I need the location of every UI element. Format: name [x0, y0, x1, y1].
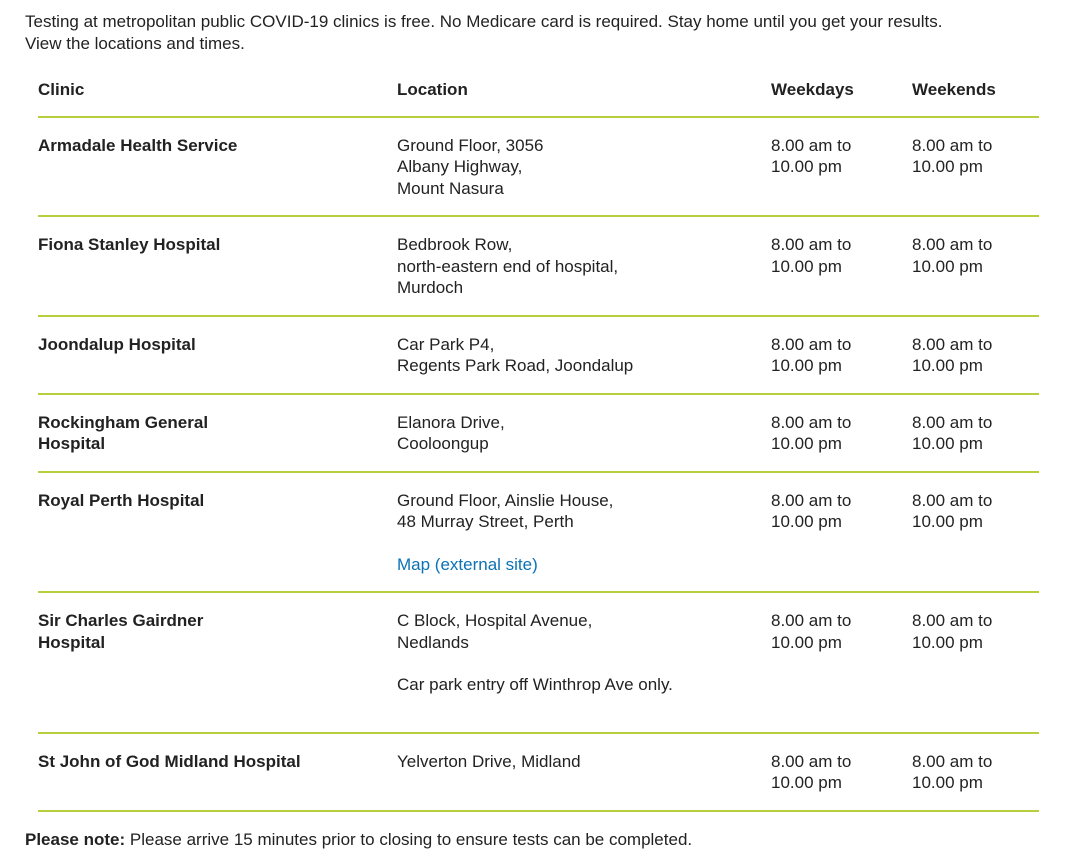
header-row — [38, 79, 1039, 117]
location-cell — [397, 592, 771, 733]
header-location: Location — [397, 79, 771, 117]
cell-line: Hospital — [38, 434, 106, 453]
cell-line: 8.00 am to — [912, 751, 993, 771]
cell-line: Yelverton Drive, Midland — [397, 751, 581, 771]
cell-line: St John of God Midland Hospital — [38, 751, 301, 771]
cell-line: 8.00 am to — [912, 490, 993, 510]
table-row — [38, 316, 1039, 394]
cell-line: 8.00 am to — [771, 412, 852, 432]
header-weekdays: Weekdays — [771, 79, 912, 117]
intro-line-1: Testing at metropolitan public COVID-19 clinics is free. No Medicare card is required. Stay home until you get your results. — [25, 12, 943, 31]
table-row — [38, 394, 1039, 472]
table-row — [38, 216, 1039, 316]
weekends-hours-cell — [912, 733, 1039, 811]
table-row — [38, 472, 1039, 593]
cell-line: 8.00 am to — [771, 490, 852, 510]
clinics-table — [38, 79, 1039, 812]
table-header — [38, 79, 1039, 117]
footnote-text: Please arrive 15 minutes prior to closing to ensure tests can be completed. — [125, 829, 693, 849]
cell-line: Armadale Health Service — [38, 135, 238, 155]
cell-line: Fiona Stanley Hospital — [38, 235, 221, 254]
cell-line: 8.00 am to — [771, 135, 852, 155]
cell-line: 10.00 pm — [912, 632, 983, 652]
cell-line: Bedbrook Row, — [397, 235, 513, 254]
cell-line: 10.00 pm — [771, 256, 842, 276]
cell-line: Albany Highway, — [397, 157, 523, 176]
cell-line: Ground Floor, Ainslie House, — [397, 490, 614, 510]
cell-line: Nedlands — [397, 632, 469, 652]
header-weekends: Weekends — [912, 79, 1039, 117]
cell-line: 8.00 am to — [912, 334, 993, 354]
cell-line: 8.00 am to — [771, 235, 852, 254]
cell-line: 8.00 am to — [771, 611, 852, 630]
clinic-name-cell — [38, 216, 397, 316]
cell-line: Hospital — [38, 632, 106, 652]
location-cell — [397, 472, 771, 593]
cell-line: Rockingham General — [38, 412, 209, 432]
car-park-note: Car park entry off Winthrop Ave only. — [397, 675, 673, 694]
clinic-name-cell — [38, 316, 397, 394]
cell-line: 10.00 pm — [912, 157, 983, 176]
weekdays-hours-cell — [771, 216, 912, 316]
cell-line: 10.00 pm — [771, 632, 842, 652]
cell-line: C Block, Hospital Avenue, — [397, 611, 593, 630]
clinic-name-cell — [38, 472, 397, 593]
cell-line: Ground Floor, 3056 — [397, 135, 544, 155]
cell-line: 8.00 am to — [912, 611, 993, 630]
weekends-hours-cell — [912, 316, 1039, 394]
cell-line: 48 Murray Street, Perth — [397, 512, 574, 531]
weekends-hours-cell — [912, 394, 1039, 472]
location-cell — [397, 216, 771, 316]
cell-line: 10.00 pm — [771, 157, 842, 176]
weekdays-hours-cell — [771, 316, 912, 394]
location-cell — [397, 394, 771, 472]
weekends-hours-cell — [912, 472, 1039, 593]
weekdays-hours-cell — [771, 394, 912, 472]
cell-line: 8.00 am to — [912, 135, 993, 155]
table-body — [38, 117, 1039, 811]
clinic-name-cell — [38, 117, 397, 217]
clinic-name-cell — [38, 592, 397, 733]
cell-line: 10.00 pm — [912, 512, 983, 531]
intro-line-2: View the locations and times. — [25, 33, 245, 53]
footnote — [25, 829, 1080, 851]
cell-line: 10.00 pm — [771, 356, 842, 375]
cell-line: Cooloongup — [397, 434, 489, 453]
cell-line: 10.00 pm — [912, 356, 983, 375]
table-row — [38, 733, 1039, 811]
weekdays-hours-cell — [771, 592, 912, 733]
cell-line: 10.00 pm — [912, 256, 983, 276]
cell-line: 10.00 pm — [771, 773, 842, 792]
cell-line: 10.00 pm — [771, 512, 842, 531]
cell-line: 10.00 pm — [771, 434, 842, 453]
table-row — [38, 117, 1039, 217]
weekends-hours-cell — [912, 592, 1039, 733]
cell-line: Royal Perth Hospital — [38, 490, 205, 510]
cell-line: 8.00 am to — [912, 412, 993, 432]
table-row — [38, 592, 1039, 733]
cell-line: Regents Park Road, Joondalup — [397, 356, 634, 375]
cell-line: 8.00 am to — [771, 751, 852, 771]
weekdays-hours-cell — [771, 117, 912, 217]
weekends-hours-cell — [912, 216, 1039, 316]
cell-line: Mount Nasura — [397, 178, 504, 198]
clinic-name-cell — [38, 394, 397, 472]
location-cell — [397, 117, 771, 217]
map-external-link[interactable]: Map (external site) — [397, 554, 538, 574]
cell-line: 10.00 pm — [912, 434, 983, 453]
clinic-name-cell — [38, 733, 397, 811]
cell-line: 8.00 am to — [912, 235, 993, 254]
location-cell — [397, 316, 771, 394]
header-clinic: Clinic — [38, 79, 397, 117]
intro-text — [25, 11, 1080, 54]
cell-line: 10.00 pm — [912, 773, 983, 792]
footnote-label: Please note: — [25, 829, 126, 849]
weekdays-hours-cell — [771, 733, 912, 811]
cell-line: Murdoch — [397, 278, 464, 297]
cell-line: Joondalup Hospital — [38, 334, 196, 354]
cell-line: Sir Charles Gairdner — [38, 611, 204, 630]
location-cell — [397, 733, 771, 811]
weekdays-hours-cell — [771, 472, 912, 593]
cell-line: 8.00 am to — [771, 334, 852, 354]
cell-line: Elanora Drive, — [397, 412, 505, 432]
cell-line: north-eastern end of hospital, — [397, 256, 619, 276]
weekends-hours-cell — [912, 117, 1039, 217]
cell-line: Car Park P4, — [397, 334, 495, 354]
